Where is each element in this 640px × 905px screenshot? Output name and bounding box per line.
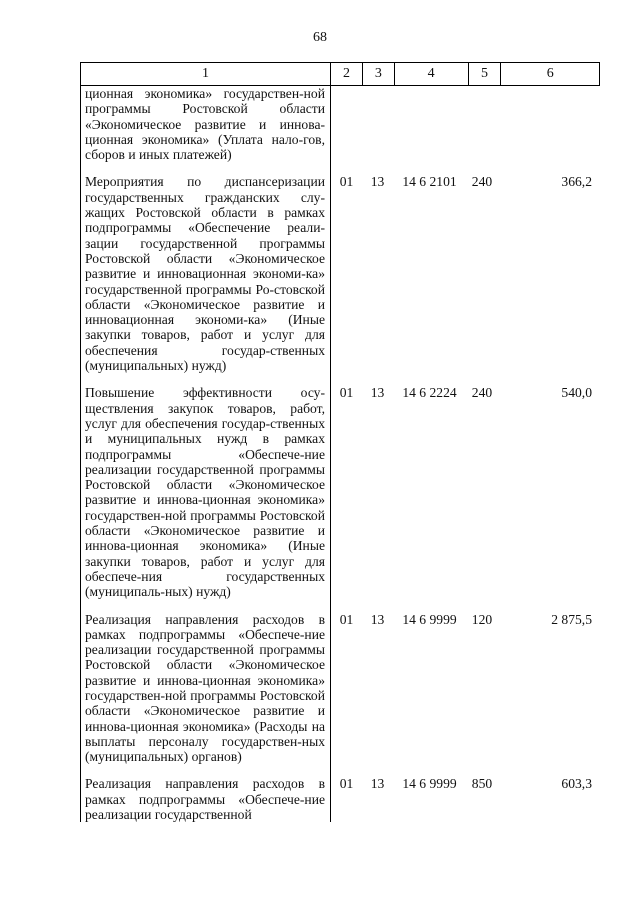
header-col-1: 1 <box>81 63 331 85</box>
table-row <box>81 776 600 822</box>
row-expense-type: 850 <box>471 776 493 792</box>
table-row <box>81 174 600 373</box>
header-col-3: 3 <box>363 63 395 85</box>
table-row <box>81 385 600 599</box>
row-section: 01 <box>339 776 354 792</box>
row-subsection: 13 <box>370 611 385 627</box>
row-expense-type: 120 <box>471 611 493 627</box>
header-col-2: 2 <box>331 63 363 85</box>
row-spacer <box>81 764 600 776</box>
row-expense-type: 240 <box>471 385 493 401</box>
row-subsection <box>362 86 393 162</box>
header-col-4: 4 <box>395 63 469 85</box>
row-amount: 603,3 <box>561 776 592 792</box>
row-description: Мероприятия по диспансеризации государственных гражданских слу-жащих Ростовской области в рамках подпрограммы «Обеспечение реали-зации государственной программы Ростовской области «Экономическое развитие и инновационная экономи-ка» государственной программы Ро-стовской области «Экономическое развитие и инновационная экономи-ка» (Иные закупки товаров, работ и услуг для обеспечения государ-ственных (муниципальных) нужд) <box>81 174 331 373</box>
row-description: ционная экономика» государствен-ной программы Ростовской области «Экономическое развитие и иннова-ционная экономика» (Уплата нало-гов, сборов и иных платежей) <box>81 86 331 162</box>
row-expense-type <box>466 86 498 162</box>
row-spacer <box>81 600 600 612</box>
row-spacer <box>81 162 600 174</box>
row-spacer <box>81 373 600 385</box>
budget-table <box>80 62 600 822</box>
row-section: 01 <box>339 611 354 627</box>
row-description: Реализация направления расходов в рамках подпрограммы «Обеспече-ние реализации государственной программы Ростовской области «Экономическое развитие и иннова-ционная экономика» государствен-ной программы Ростовской области «Экономическое развитие и иннова-ционная экономика» (Расходы на выплаты персоналу государствен-ных (муниципальных) органов) <box>81 612 331 765</box>
row-description: Повышение эффективности осу-ществления закупок товаров, работ, услуг для обеспечения государ-ственных и муниципальных нужд в рамках подпрограммы «Обеспече-ние реализации государственной программы Ростовской области «Экономическое развитие и иннова-ционная экономика» государствен-ной программы Ростовской области «Экономическое развитие и иннова-ционная экономика» (Иные закупки товаров, работ и услуг для обеспече-ния государственных (муниципаль-ных) нужд) <box>81 385 331 599</box>
row-amount: 540,0 <box>561 385 592 401</box>
row-target-article <box>393 86 466 162</box>
row-description: Реализация направления расходов в рамках подпрограммы «Обеспече-ние реализации государственной <box>81 776 331 822</box>
table-row <box>81 86 600 162</box>
row-target-article: 14 6 9999 <box>402 611 457 627</box>
row-expense-type: 240 <box>471 174 493 190</box>
table-row <box>81 612 600 765</box>
page-number: 68 <box>313 30 327 45</box>
row-target-article: 14 6 9999 <box>402 776 457 792</box>
row-subsection: 13 <box>370 776 385 792</box>
row-amount: 2 875,5 <box>551 611 592 627</box>
row-section <box>331 86 362 162</box>
row-subsection: 13 <box>370 174 385 190</box>
row-subsection: 13 <box>370 385 385 401</box>
row-section: 01 <box>339 385 354 401</box>
table-body <box>80 86 600 822</box>
row-amount: 366,2 <box>561 174 592 190</box>
header-col-5: 5 <box>469 63 502 85</box>
row-amount <box>498 86 596 162</box>
row-target-article: 14 6 2224 <box>402 385 457 401</box>
row-target-article: 14 6 2101 <box>402 174 457 190</box>
header-col-6: 6 <box>501 63 600 85</box>
row-section: 01 <box>339 174 354 190</box>
table-header <box>80 62 600 86</box>
